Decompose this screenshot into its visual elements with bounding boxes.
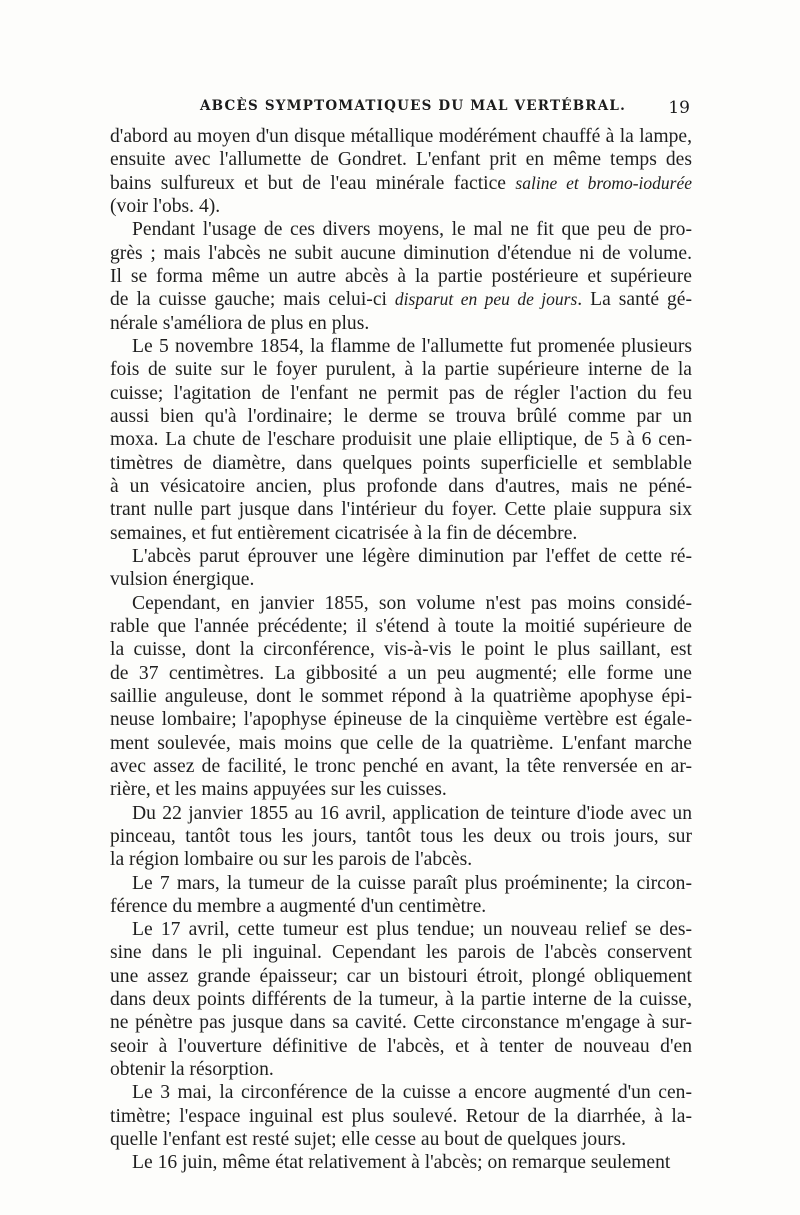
text-line: avec assez de facilité, le tronc penché en avant, la tête renversée en ar- <box>110 755 692 777</box>
paragraph-start: L'abcès parut éprouver une légère diminution par l'effet de cette ré- <box>132 545 692 567</box>
text-line: la région lombaire ou sur les parois de l'abcès. <box>110 849 473 871</box>
text-line: à un vésicatoire ancien, plus profonde dans d'autres, mais ne péné- <box>110 475 692 497</box>
text-line: d'abord au moyen d'un disque métallique modérément chauffé à la lampe, <box>110 126 692 147</box>
text-line: (voir l'obs. 4). <box>110 195 221 217</box>
running-title: ABCÈS SYMPTOMATIQUES DU MAL VERTÉBRAL. <box>200 98 626 114</box>
text-line: cuisse; l'agitation de l'enfant ne permit pas de régler l'action du feu <box>110 382 692 404</box>
text-line: Il se forma même un autre abcès à la partie postérieure et supérieure <box>110 265 692 287</box>
text-line: grès ; mais l'abcès ne subit aucune diminution d'étendue ni de volume. <box>110 242 692 264</box>
paragraph-start: Du 22 janvier 1855 au 16 avril, application de teinture d'iode avec un <box>132 802 692 824</box>
page-number: 19 <box>668 98 690 118</box>
text-line: sine dans le pli inguinal. Cependant les parois de l'abcès conservent <box>110 942 692 964</box>
paragraph-start: Pendant l'usage de ces divers moyens, le mal ne fit que peu de pro- <box>132 219 692 241</box>
paragraph-start: Cependant, en janvier 1855, son volume n'est pas moins considé- <box>132 592 692 614</box>
text-line: obtenir la résorption. <box>110 1059 274 1081</box>
text-line: quelle l'enfant est resté sujet; elle cesse au bout de quelques jours. <box>110 1129 627 1151</box>
italic-text: saline et bromo-iodurée <box>515 172 692 193</box>
text-line: fois de suite sur le foyer purulent, à la partie supérieure interne de la <box>110 359 692 381</box>
text-line: ensuite avec l'allumette de Gondret. L'enfant prit en même temps des <box>110 149 692 171</box>
paragraph-start: Le 17 avril, cette tumeur est plus tendue; un nouveau relief se des- <box>132 919 692 941</box>
text-line: ne pénètre pas jusque dans sa cavité. Cette circonstance m'engage à sur- <box>110 1012 692 1034</box>
text-line: dans deux points différents de la tumeur, à la partie interne de la cuisse, <box>110 989 692 1011</box>
italic-text: disparut en peu de jours <box>394 289 578 310</box>
text-line: moxa. La chute de l'eschare produisit une plaie elliptique, de 5 à 6 cen- <box>110 429 692 451</box>
text-line: timètre; l'espace inguinal est plus soulevé. Retour de la diarrhée, à la- <box>110 1105 692 1127</box>
text-line: rable que l'année précédente; il s'étend à toute la moitié supérieure de <box>110 615 692 637</box>
text-line: nérale s'améliora de plus en plus. <box>110 312 370 334</box>
paragraph-start: Le 7 mars, la tumeur de la cuisse paraît plus proéminente; la circon- <box>132 872 692 894</box>
text-line: saillie anguleuse, dont le sommet répond à la quatrième apophyse épi- <box>110 685 692 707</box>
paragraph-start: Le 5 novembre 1854, la flamme de l'allumette fut promenée plusieurs <box>132 335 692 357</box>
body-text <box>110 125 692 1175</box>
text-line: neuse lombaire; l'apophyse épineuse de la cinquième vertèbre est égale- <box>110 709 692 731</box>
text-line: bains sulfureux et but de l'eau minérale factice saline et bromo-iodurée <box>110 172 692 194</box>
paragraph-start: Le 16 juin, même état relativement à l'abcès; on remarque seulement <box>132 1152 671 1174</box>
text-line: semaines, et fut entièrement cicatrisée à la fin de décembre. <box>110 522 578 544</box>
text-line: férence du membre a augmenté d'un centimètre. <box>110 895 487 917</box>
text-line: trant nulle part jusque dans l'intérieur du foyer. Cette plaie suppura six <box>110 499 692 521</box>
running-header <box>110 98 690 120</box>
text-line: aussi bien qu'à l'ordinaire; le derme se trouva brûlé comme par un <box>110 405 692 427</box>
text-line: vulsion énergique. <box>110 569 255 591</box>
text-line: timètres de diamètre, dans quelques points superficielle et semblable <box>110 452 692 474</box>
text-line: seoir à l'ouverture définitive de l'abcès, et à tenter de nouveau d'en <box>110 1035 692 1057</box>
text-line: rière, et les mains appuyées sur les cuisses. <box>110 779 447 801</box>
text-line: pinceau, tantôt tous les jours, tantôt tous les deux ou trois jours, sur <box>110 825 692 847</box>
paragraph-start: Le 3 mai, la circonférence de la cuisse a encore augmenté d'un cen- <box>132 1082 692 1104</box>
text-line: ment soulevée, mais moins que celle de la quatrième. L'enfant marche <box>110 732 692 754</box>
text-line: la cuisse, dont la circonférence, vis-à-vis le point le plus saillant, est <box>110 639 692 661</box>
text-line: de 37 centimètres. La gibbosité a un peu augmenté; elle forme une <box>110 662 692 684</box>
text-line: une assez grande épaisseur; car un bistouri étroit, plongé obliquement <box>110 965 692 987</box>
text-line: de la cuisse gauche; mais celui-ci disparut en peu de jours. La santé gé- <box>110 289 692 311</box>
